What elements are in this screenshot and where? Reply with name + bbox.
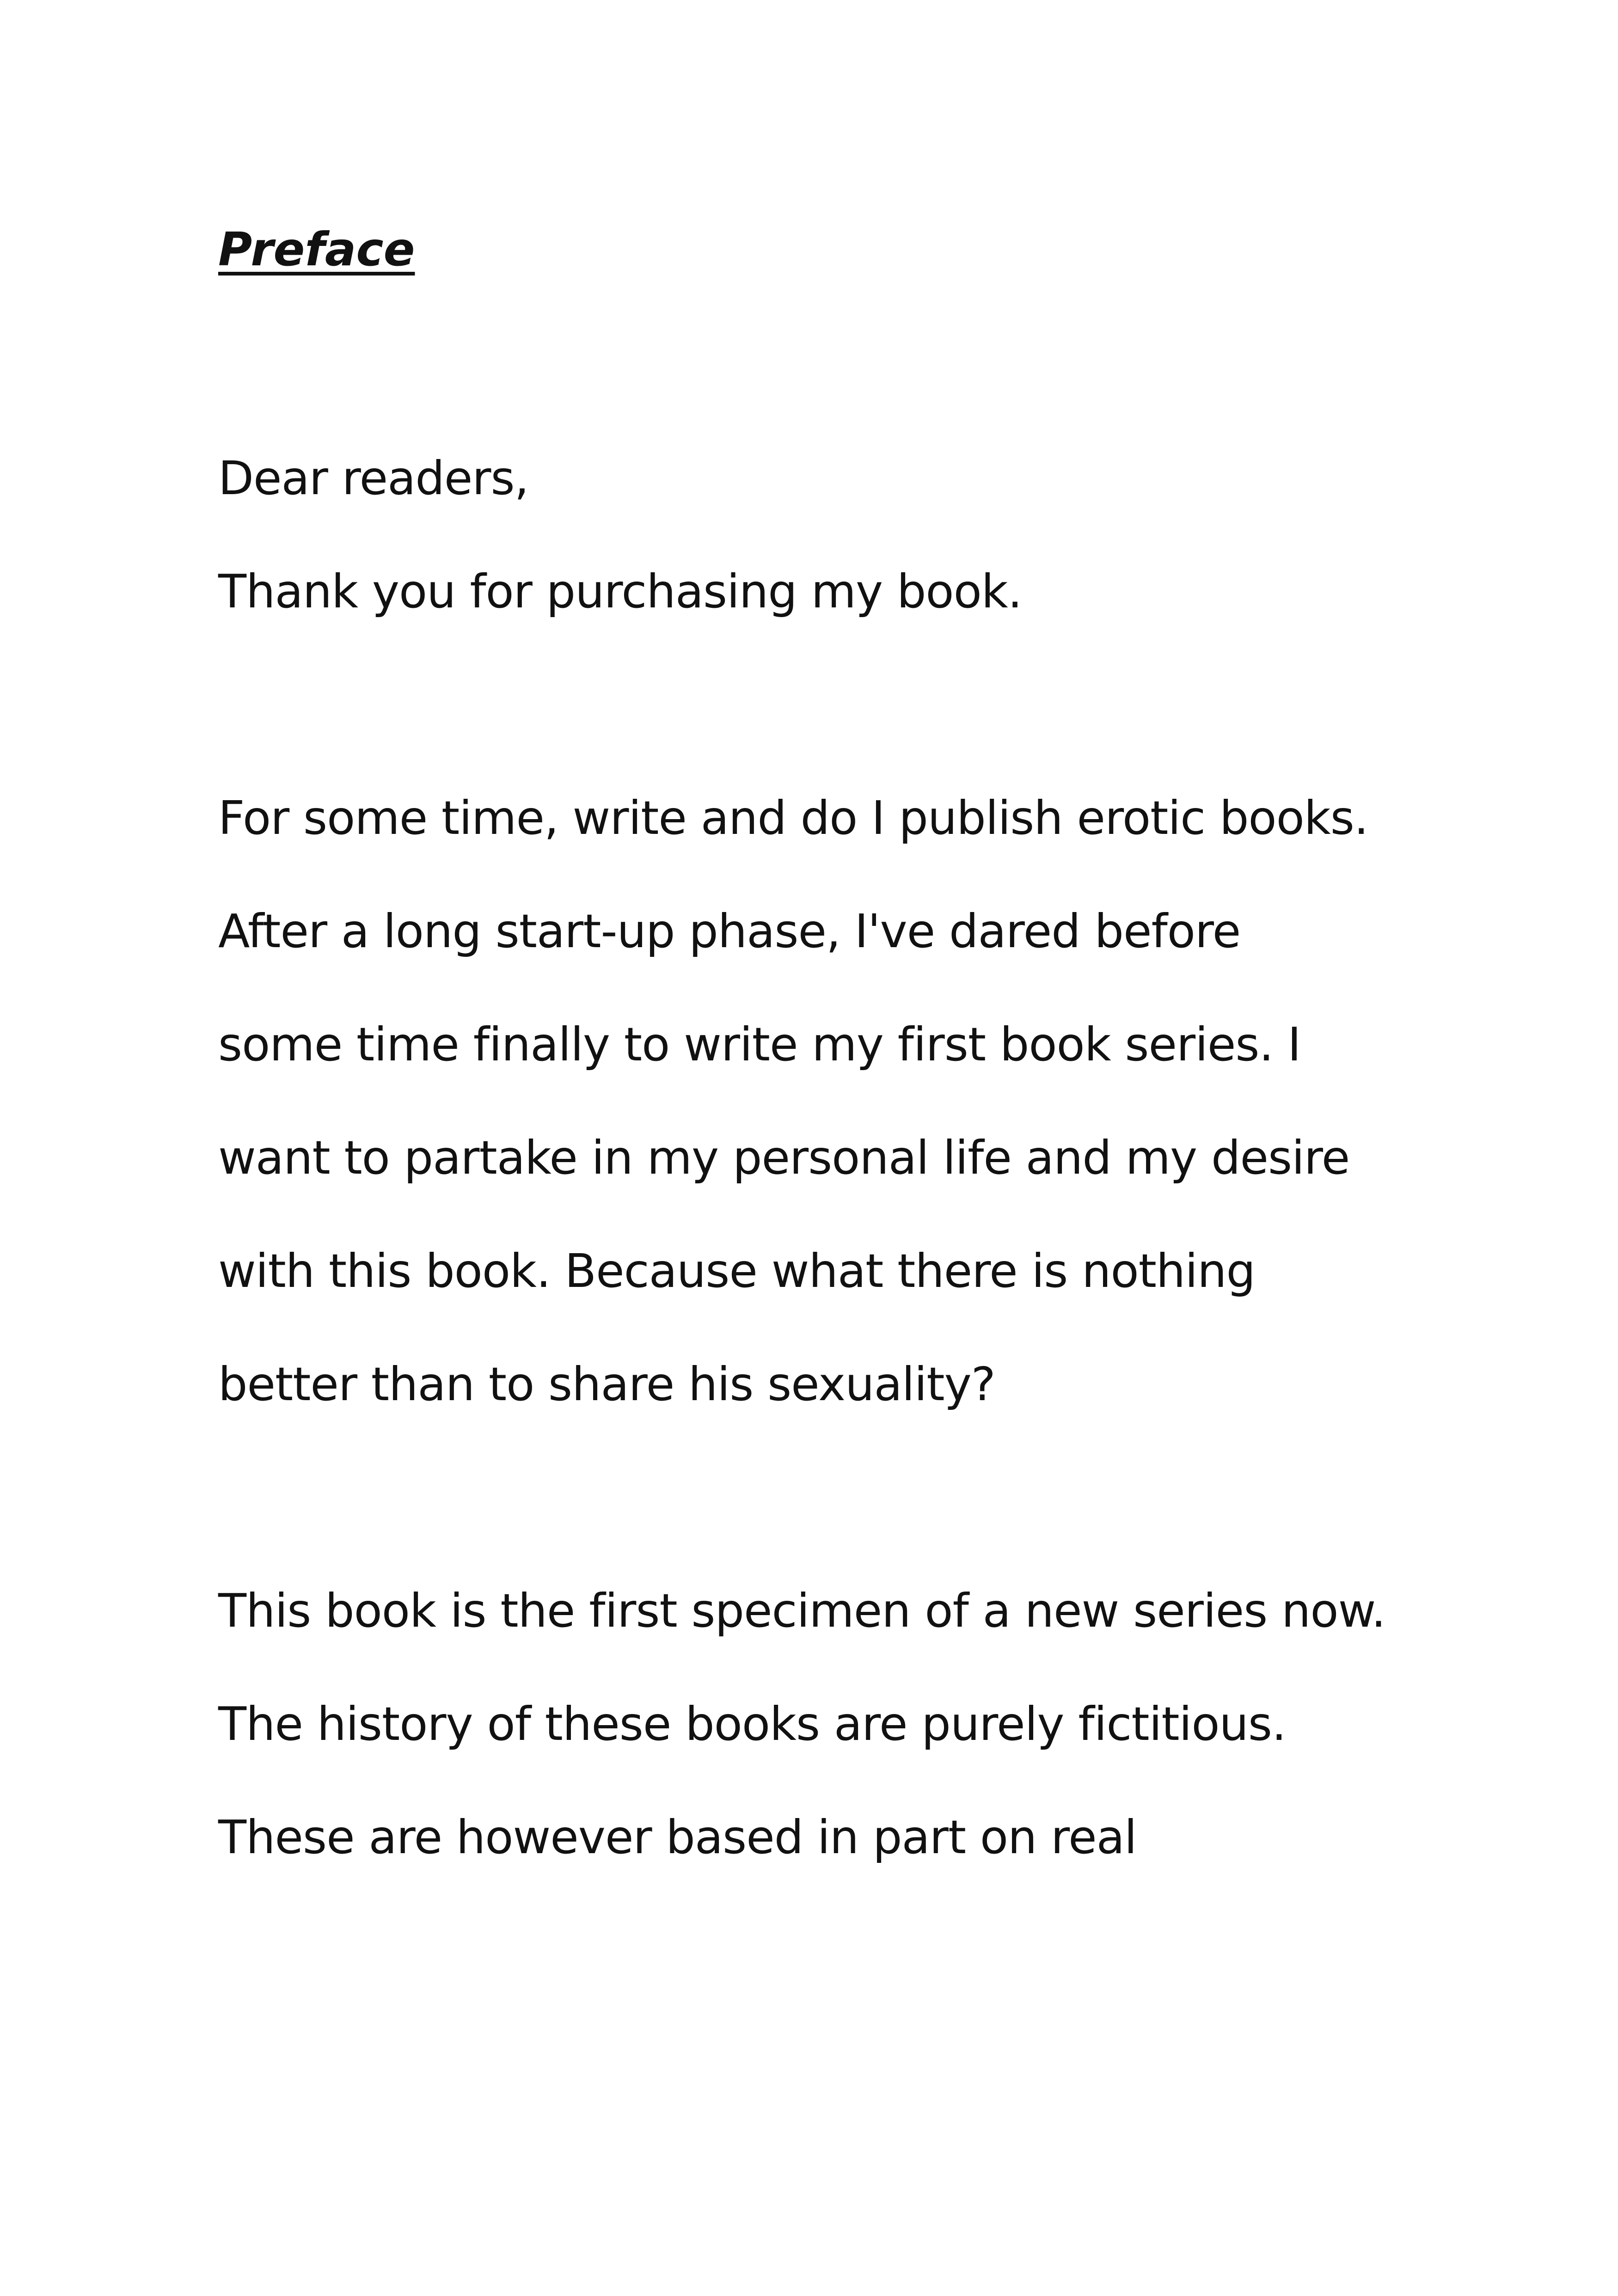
paragraph-1-line-5: with this book. Because what there is nothing: [218, 1244, 1255, 1298]
thanks-line: Thank you for purchasing my book.: [218, 564, 1022, 618]
paragraph-2-line-1: This book is the first specimen of a new series now.: [218, 1584, 1386, 1638]
preface-heading: Preface: [218, 222, 415, 276]
paragraph-1-line-1: For some time, write and do I publish erotic books.: [218, 791, 1368, 845]
paragraph-2-line-2: The history of these books are purely fictitious.: [218, 1697, 1286, 1751]
paragraph-1-line-4: want to partake in my personal life and my desire: [218, 1131, 1350, 1185]
paragraph-2-line-3: These are however based in part on real: [218, 1810, 1137, 1864]
greeting-line: Dear readers,: [218, 451, 529, 505]
paragraph-1-line-2: After a long start-up phase, I've dared before: [218, 904, 1241, 958]
paragraph-1-line-3: some time finally to write my first book series. I: [218, 1017, 1301, 1071]
paragraph-1-line-6: better than to share his sexuality?: [218, 1357, 995, 1411]
